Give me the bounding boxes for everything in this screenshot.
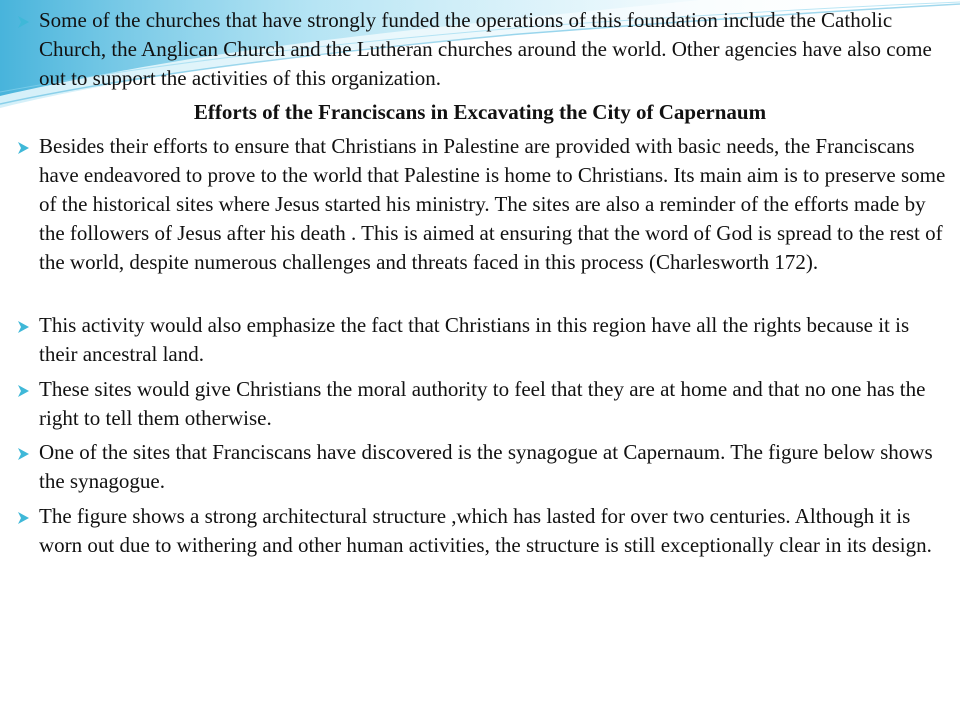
bullet-item: Besides their efforts to ensure that Christians in Palestine are provided with basic needs, the Franciscans have endeavored to prove to the world that Palestine is home to Christians. Its main aim is to preserve some of the historical sites where Jesus started his ministry. The sites are also a reminder of the efforts made by the followers of Jesus after his death . This is aimed at ensuring that the word of God is spread to the rest of the world, despite numerous challenges and threats faced in this process (Charlesworth 172). xyxy=(39,134,946,274)
bullet-item: The figure shows a strong architectural structure ,which has lasted for over two centuries. Although it is worn out due to withering and other human activities, the structure is still exceptionally clear in its design. xyxy=(39,504,932,557)
arrow-bullet-icon xyxy=(14,12,34,32)
arrow-bullet-icon xyxy=(14,138,34,158)
arrow-bullet-icon xyxy=(14,381,34,401)
arrow-bullet-icon xyxy=(14,508,34,528)
bullet-item: One of the sites that Franciscans have discovered is the synagogue at Capernaum. The figure below shows the synagogue. xyxy=(39,440,933,493)
arrow-bullet-icon xyxy=(14,444,34,464)
bullet-item: These sites would give Christians the moral authority to feel that they are at home and that no one has the right to tell them otherwise. xyxy=(39,377,926,430)
intro-paragraph: Some of the churches that have strongly funded the operations of this foundation include the Catholic Church, the Anglican Church and the Lutheran churches around the world. Other agencies have also come out to support the activities of this organization. xyxy=(39,8,932,90)
section-heading: Efforts of the Franciscans in Excavating the City of Capernaum xyxy=(193,100,767,124)
bullet-item: This activity would also emphasize the fact that Christians in this region have all the rights because it is their ancestral land. xyxy=(39,313,910,366)
arrow-bullet-icon xyxy=(14,317,34,337)
